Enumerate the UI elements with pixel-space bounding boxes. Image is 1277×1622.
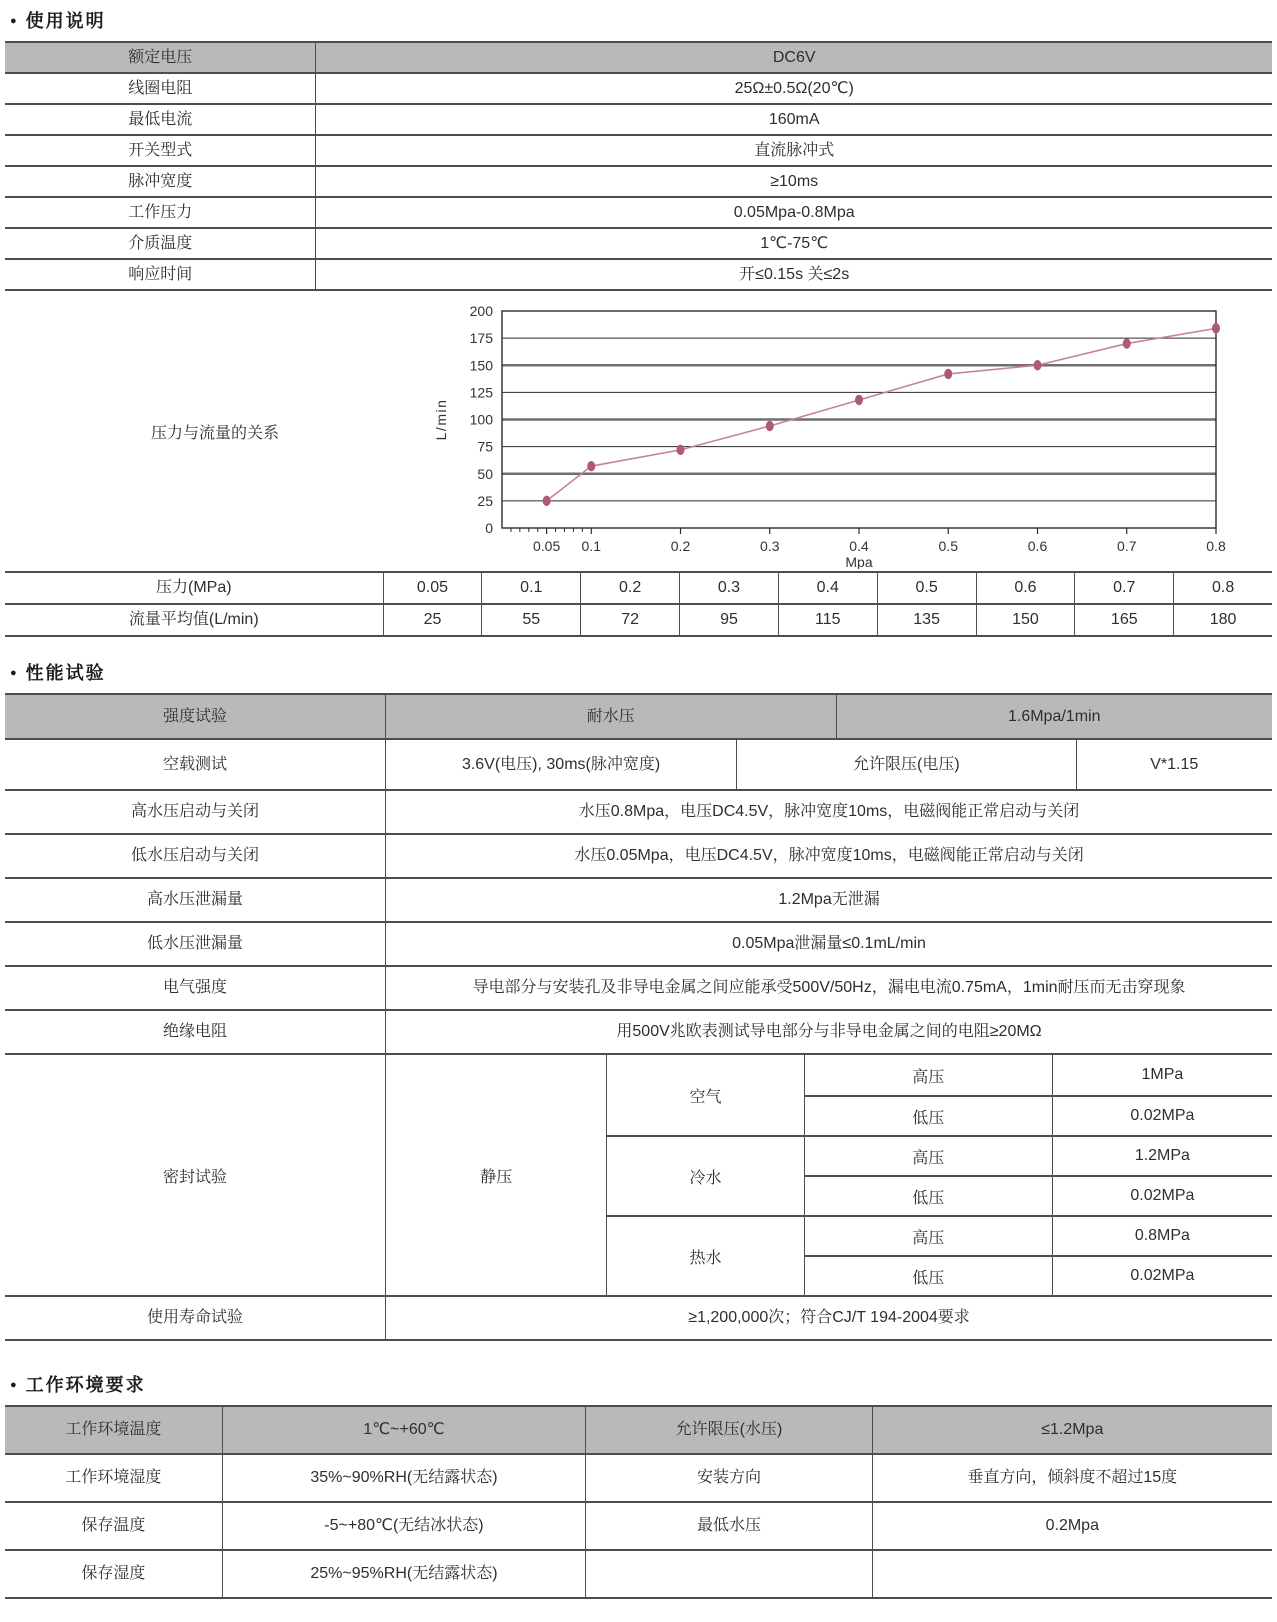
spec-label: 额定电压 [128,48,193,66]
spec-value: DC6V [315,43,1272,72]
chart-block [0,291,1277,571]
flow-cell: 165 [1074,605,1173,635]
svg-text:0.8: 0.8 [1206,538,1226,554]
svg-text:200: 200 [469,303,493,319]
perf-header-cell: 强度试验 [163,707,228,725]
svg-text:25: 25 [477,492,493,509]
perf-value: 3.6V(电压), 30ms(脉冲宽度) [385,740,736,789]
spec-value: 0.05Mpa-0.8Mpa [315,198,1272,227]
section-title-performance-text: 性能试验 [25,663,106,683]
seal-level: 低压 [804,1095,1052,1135]
performance-table [5,693,1272,1341]
svg-text:0.7: 0.7 [1117,538,1137,554]
env-cell: 工作环境温度 [65,1421,162,1438]
perf-value: 允许限压(电压) [736,740,1076,789]
svg-text:75: 75 [477,438,493,455]
seal-level: 高压 [804,1135,1052,1175]
spec-value: 25Ω±0.5Ω(20℃) [315,74,1272,103]
spec-value: 开≤0.15s 关≤2s [315,260,1272,289]
seal-level: 低压 [804,1255,1052,1295]
svg-text:150: 150 [469,357,493,374]
flow-cell: 115 [778,605,877,635]
bullet-icon: ● [10,15,17,27]
seal-medium: 热水 [606,1215,803,1295]
env-cell: 25%~95%RH(无结露状态) [222,1551,586,1597]
seal-value: 1.2MPa [1052,1135,1272,1175]
pressure-flow-chart [430,293,1230,569]
pressure-cell: 0.6 [976,573,1075,603]
flow-cell: 55 [481,605,580,635]
env-cell: ≤1.2Mpa [872,1407,1272,1453]
svg-text:0.2: 0.2 [670,538,691,554]
env-cell: 最低水压 [585,1503,871,1549]
spec-value: 1℃-75℃ [315,229,1272,258]
table-row [5,43,1272,74]
table-row [5,791,1272,835]
pressure-cell: 0.8 [1173,573,1272,603]
section-title-performance [10,659,1277,685]
seal-method: 静压 [385,1055,606,1295]
seal-value: 0.02MPa [1052,1095,1272,1135]
spec-sheet-page [0,7,1277,1599]
env-cell: 0.2Mpa [872,1503,1272,1549]
table-row [5,229,1272,260]
flow-cell: 135 [877,605,976,635]
perf-value: 用500V兆欧表测试导电部分与非导电金属之间的电阻≥20MΩ [385,1011,1272,1053]
seal-test-block [5,1055,1272,1297]
svg-text:0.3: 0.3 [760,538,780,554]
env-cell: -5~+80℃(无结冰状态) [222,1503,586,1549]
section-title-usage [10,7,1277,33]
flow-row-label: 流量平均值(L/min) [128,611,259,628]
bullet-icon: ● [10,667,17,679]
pressure-cell: 0.1 [481,573,580,603]
svg-text:0.05: 0.05 [533,538,561,554]
bullet-icon: ● [10,1379,17,1391]
seal-level: 低压 [804,1175,1052,1215]
svg-text:175: 175 [469,330,493,347]
perf-value: 水压0.05Mpa，电压DC4.5V，脉冲宽度10ms，电磁阀能正常启动与关闭 [385,835,1272,877]
table-row [5,835,1272,879]
seal-level: 高压 [804,1055,1052,1095]
flow-cell: 180 [1173,605,1272,635]
perf-label: 高水压启动与关闭 [131,803,260,820]
spec-label: 介质温度 [128,234,193,252]
pressure-cell: 0.3 [679,573,778,603]
section-title-environment-text: 工作环境要求 [25,1375,146,1395]
perf-label: 高水压泄漏量 [147,891,244,908]
svg-text:125: 125 [469,384,493,401]
svg-text:0: 0 [485,520,493,536]
spec-label: 脉冲宽度 [128,172,193,190]
table-row [5,260,1272,291]
table-row [5,923,1272,967]
perf-label: 使用寿命试验 [147,1309,244,1326]
env-cell: 工作环境湿度 [65,1469,162,1486]
perf-label: 低水压泄漏量 [147,935,244,952]
pressure-cell: 0.5 [877,573,976,603]
perf-label: 密封试验 [163,1168,228,1186]
spec-value: 160mA [315,105,1272,134]
svg-text:100: 100 [469,411,493,428]
environment-table [5,1405,1272,1599]
table-row [5,1011,1272,1055]
env-cell: 保存温度 [81,1517,146,1534]
svg-text:0.4: 0.4 [849,538,869,554]
svg-text:0.5: 0.5 [938,538,958,554]
env-cell: 安装方向 [585,1455,871,1501]
svg-text:L/min: L/min [433,398,449,441]
section-title-usage-text: 使用说明 [25,11,106,31]
table-row [5,967,1272,1011]
table-row [5,1297,1272,1341]
table-row [5,1407,1272,1455]
spec-label: 线圈电阻 [128,79,193,97]
chart-caption: 压力与流量的关系 [150,424,279,442]
seal-value: 1MPa [1052,1055,1272,1095]
table-row [5,573,1272,605]
flow-table [5,571,1272,637]
spec-label: 响应时间 [128,265,193,283]
table-row [5,198,1272,229]
svg-text:Mpa: Mpa [845,554,873,569]
section-title-environment [10,1371,1277,1397]
perf-label: 电气强度 [163,979,228,996]
seal-value: 0.02MPa [1052,1255,1272,1295]
pressure-cell: 0.05 [383,573,482,603]
perf-value: 1.2Mpa无泄漏 [385,879,1272,921]
perf-value: 0.05Mpa泄漏量≤0.1mL/min [385,923,1272,965]
env-cell: 允许限压(水压) [585,1407,871,1453]
flow-cell: 25 [383,605,482,635]
pressure-cell: 0.7 [1074,573,1173,603]
env-cell [585,1551,871,1597]
table-row [5,605,1272,637]
svg-text:0.6: 0.6 [1027,538,1048,554]
table-row [5,74,1272,105]
perf-value: 水压0.8Mpa，电压DC4.5V，脉冲宽度10ms，电磁阀能正常启动与关闭 [385,791,1272,833]
svg-text:0.1: 0.1 [581,538,601,554]
spec-value: ≥10ms [315,167,1272,196]
spec-table [5,41,1272,291]
env-cell: 1℃~+60℃ [222,1407,586,1453]
pressure-cell: 0.4 [778,573,877,603]
table-row [5,879,1272,923]
spec-label: 工作压力 [128,203,193,221]
spec-value: 直流脉冲式 [315,136,1272,165]
perf-header-cell: 耐水压 [385,695,835,738]
perf-header-cell: 1.6Mpa/1min [836,695,1272,738]
seal-value: 0.02MPa [1052,1175,1272,1215]
seal-medium: 空气 [606,1055,803,1135]
perf-label: 低水压启动与关闭 [131,847,260,864]
env-cell: 35%~90%RH(无结露状态) [222,1455,586,1501]
flow-cell: 95 [679,605,778,635]
flow-row-label: 压力(MPa) [156,579,232,596]
env-cell: 保存湿度 [81,1565,146,1582]
pressure-cell: 0.2 [580,573,679,603]
perf-value: 导电部分与安装孔及非导电金属之间应能承受500V/50Hz，漏电电流0.75mA，1min耐压而无击穿现象 [385,967,1272,1009]
table-row [5,105,1272,136]
svg-text:50: 50 [477,465,493,482]
env-cell [872,1551,1272,1597]
env-cell: 垂直方向，倾斜度不超过15度 [872,1455,1272,1501]
perf-value: ≥1,200,000次；符合CJ/T 194-2004要求 [385,1297,1272,1339]
table-row [5,695,1272,740]
perf-label: 绝缘电阻 [163,1023,228,1040]
seal-value: 0.8MPa [1052,1215,1272,1255]
table-row [5,740,1272,791]
seal-level: 高压 [804,1215,1052,1255]
table-row [5,1503,1272,1551]
flow-cell: 150 [976,605,1075,635]
flow-cell: 72 [580,605,679,635]
table-row [5,1455,1272,1503]
perf-value: V*1.15 [1076,740,1272,789]
table-row [5,136,1272,167]
spec-label: 最低电流 [128,110,193,128]
seal-medium: 冷水 [606,1135,803,1215]
table-row [5,167,1272,198]
table-row [5,1551,1272,1599]
perf-label: 空载测试 [163,755,228,773]
spec-label: 开关型式 [128,141,193,159]
